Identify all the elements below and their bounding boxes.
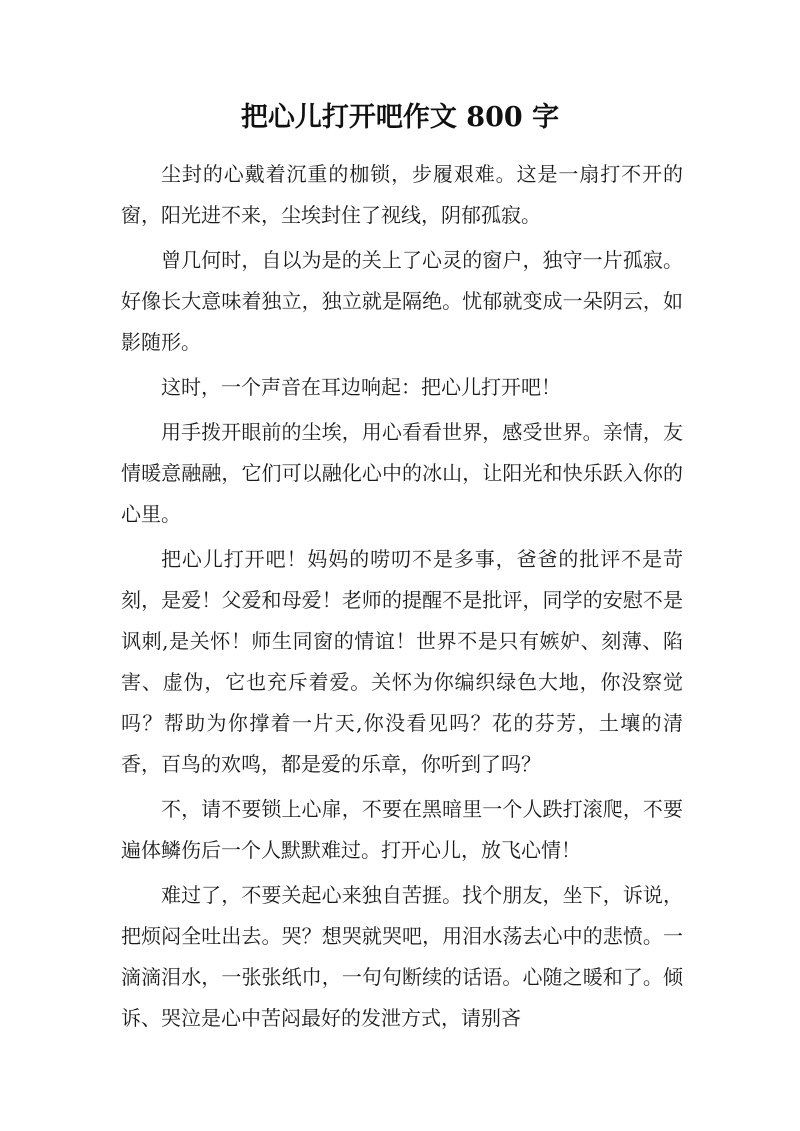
paragraph: 这时，一个声音在耳边响起：把心儿打开吧！ <box>161 375 561 399</box>
paragraph: 尘封的心戴着沉重的枷锁，步履艰难。这是一扇打不开的窗，阳光进不来，尘埃封住了视线，阴郁孤寂。 <box>121 162 683 227</box>
document-body <box>121 154 683 1043</box>
paragraph: 曾几何时，自以为是的关上了心灵的窗户，独守一片孤寂。好像长大意味着独立，独立就是隔绝。忧郁就变成一朵阴云，如影随形。 <box>121 248 683 354</box>
document-title: 把心儿打开吧作文 800 字 <box>240 102 560 133</box>
paragraph: 把心儿打开吧！妈妈的唠叨不是多事，爸爸的批评不是苛刻，是爱！父爱和母爱！老师的提醒不是批评，同学的安慰不是讽刺,是关怀！师生同窗的情谊！世界不是只有嫉妒、刻薄、陷害、虚伪，它也充斥着爱。关怀为你编织绿色大地，你没察觉吗？帮助为你撑着一片天,你没看见吗？花的芬芳，土壤的清香，百鸟的欢鸣，都是爱的乐章，你听到了吗？ <box>121 547 683 776</box>
paragraph: 难过了，不要关起心来独自苦捱。找个朋友，坐下，诉说，把烦闷全吐出去。哭？想哭就哭吧，用泪水荡去心中的悲愤。一滴滴泪水，一张张纸巾，一句句断续的话语。心随之暖和了。倾诉、哭泣是心中苦闷最好的发泄方式，请别吝 <box>121 883 683 1030</box>
paragraph: 用手拨开眼前的尘埃，用心看看世界，感受世界。亲情，友情暖意融融，它们可以融化心中的冰山，让阳光和快乐跃入你的心里。 <box>121 420 683 526</box>
paragraph: 不，请不要锁上心扉，不要在黑暗里一个人跌打滚爬，不要遍体鳞伤后一个人默默难过。打开心儿，放飞心情！ <box>121 797 683 862</box>
